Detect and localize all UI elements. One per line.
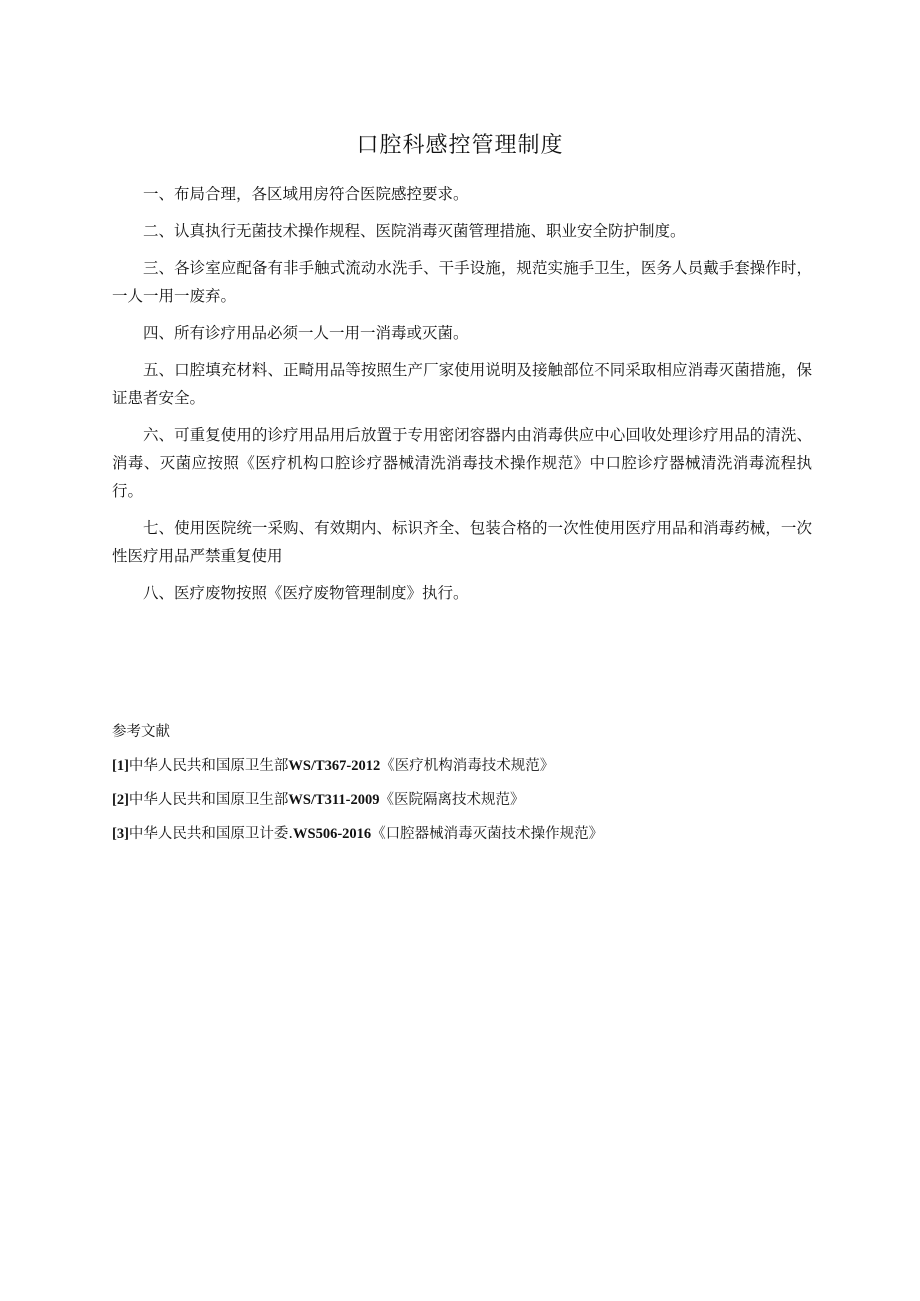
paragraph-2: 二、认真执行无菌技术操作规程、医院消毒灭菌管理措施、职业安全防护制度。 [143, 222, 686, 240]
reference-org: 中华人民共和国原卫生部 [128, 758, 289, 774]
reference-item [112, 756, 812, 776]
reference-number: [3] [112, 826, 129, 842]
paragraph-6: 六、可重复使用的诊疗用品用后放置于专用密闭容器内由消毒供应中心回收处理诊疗用品的清洗、消毒、灭菌应按照《医疗机构口腔诊疗器械清洗消毒技术操作规范》中口腔诊疗器械清洗消毒流程执行。 [112, 426, 812, 500]
references-section [112, 722, 812, 858]
reference-number: [2] [112, 792, 129, 808]
paragraph-8: 八、医疗废物按照《医疗废物管理制度》执行。 [143, 584, 469, 602]
paragraph-1: 一、布局合理，各区域用房符合医院感控要求。 [143, 185, 469, 203]
paragraph-4: 四、所有诊疗用品必须一人一用一消毒或灭菌。 [143, 324, 469, 342]
reference-item [112, 790, 812, 810]
reference-title: 《医疗机构消毒技术规范》 [380, 758, 555, 774]
reference-title: 《医院隔离技术规范》 [379, 792, 525, 808]
regulation-body [112, 180, 812, 616]
reference-item [112, 824, 812, 844]
references-heading: 参考文献 [112, 724, 170, 740]
paragraph-7: 七、使用医院统一采购、有效期内、标识齐全、包装合格的一次性使用医疗用品和消毒药械，一次性医疗用品严禁重复使用 [112, 519, 812, 565]
reference-org: 中华人民共和国原卫生部 [128, 792, 289, 808]
paragraph-3: 三、各诊室应配备有非手触式流动水洗手、干手设施，规范实施手卫生，医务人员戴手套操作时，一人一用一废弃。 [112, 259, 812, 305]
reference-number: [1] [112, 758, 129, 774]
reference-org: 中华人民共和国原卫计委. [128, 826, 294, 842]
reference-standard: WS506-2016 [293, 826, 372, 842]
reference-title: 《口腔器械消毒灭菌技术操作规范》 [371, 826, 604, 842]
reference-standard: WS/T367-2012 [288, 758, 381, 774]
document-title: 口腔科感控管理制度 [356, 133, 564, 158]
reference-standard: WS/T311-2009 [288, 792, 380, 808]
paragraph-5: 五、口腔填充材料、正畸用品等按照生产厂家使用说明及接触部位不同采取相应消毒灭菌措施，保证患者安全。 [112, 361, 812, 407]
